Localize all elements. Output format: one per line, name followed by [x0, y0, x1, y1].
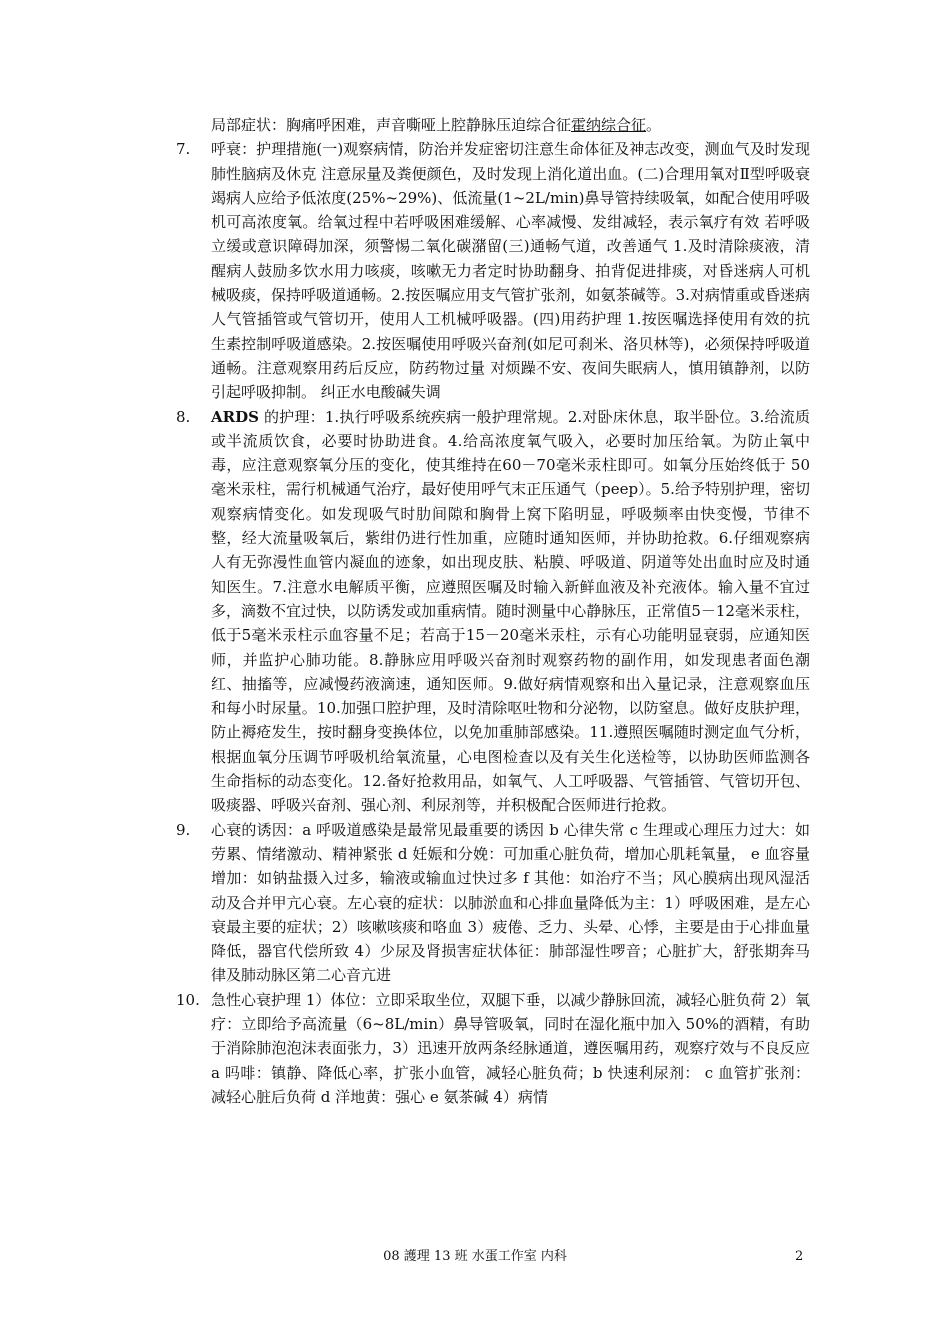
item-number: 7. — [176, 140, 191, 159]
list-item-7 — [176, 137, 810, 404]
list-item-9 — [176, 818, 810, 988]
item-lead-term: ARDS — [211, 407, 259, 426]
continued-paragraph — [176, 113, 810, 137]
item-text — [211, 405, 810, 818]
list-item-8 — [176, 405, 810, 818]
footer-text: 08 護理 13 班 水蛋工作室 内科 — [383, 1249, 567, 1264]
document-body — [176, 113, 810, 1109]
item-number: 10. — [176, 990, 200, 1009]
item-text: 急性心衰护理 1）体位：立即采取坐位，双腿下垂，以减少静脉回流，减轻心脏负荷 2）氧疗：立即给予高流量（6~8L/min）鼻导管吸氧，同时在湿化瓶中加入 50%的酒精，有助于消除肺泡泡沫表面张力，3）迅速开放两条经脉通道，遵医嘱用药，观察疗效与不良反应 a 吗啡：镇静、降低心率，扩张小血管，减轻心脏负荷；b 快速利尿剂： c 血管扩张剂：减轻心脏后负荷 d 洋地黄：强心 e 氨茶碱 4）病情 — [211, 990, 810, 1106]
paragraph-text: 局部症状：胸痛呼困难，声音嘶哑上腔静脉压迫综合征 — [211, 116, 572, 134]
item-number: 9. — [176, 820, 191, 839]
item-text: 呼衰：护理措施(一)观察病情，防治并发症密切注意生命体征及神志改变，测血气及时发现肺性脑病及休克 注意尿量及粪便颜色，及时发现上消化道出血。(二)合理用氧对Ⅱ型呼吸衰竭病人应给予低浓度(25%~29%)、低流量(1~2L/min)鼻导管持续吸氧，如配合使用呼吸机可高浓度氧。给氧过程中若呼吸困难缓解、心率减慢、发绀减轻，表示氧疗有效 若呼吸立缓或意识障碍加深，须警惕二氧化碳潴留(三)通畅气道，改善通气 1.及时清除痰液，清醒病人鼓励多饮水用力咳痰，咳嗽无力者定时协助翻身、拍背促进排痰，对昏迷病人可机械吸痰，保持呼吸道通畅。2.按医嘱应用支气管扩张剂，如氨茶碱等。3.对病情重或昏迷病人气管插管或气管切开，使用人工机械呼吸器。(四)用药护理 1.按医嘱选择使用有效的抗生素控制呼吸道感染。2.按医嘱使用呼吸兴奋剂(如尼可刹米、洛贝林等)，必须保持呼吸道通畅。注意观察用药后反应，防药物过量 对烦躁不安、夜间失眠病人，慎用镇静剂，以防引起呼吸抑制。 纠正水电酸碱失调 — [211, 140, 810, 402]
item-body: 的护理：1.执行呼吸系统疾病一般护理常规。2.对卧床休息，取半卧位。3.给流质或半流质饮食，必要时协助进食。4.给高浓度氧气吸入，必要时加压给氧。为防止氧中毒，应注意观察氧分压的变化，使其维持在60－70毫米汞柱即可。如氧分压始终低于 50 毫米汞柱，需行机械通气治疗，最好使用呼气末正压通气（peep）。5.给予特别护理，密切观察病情变化。如发现吸气时肋间隙和胸骨上窝下陷明显，呼吸频率由快变慢，节律不整，经大流量吸氧后，紫绀仍进行性加重，应随时通知医师，并协助抢救。6.仔细观察病人有无弥漫性血管内凝血的迹象，如出现皮肤、粘膜、呼吸道、阴道等处出血时应及时通知医生。7.注意水电解质平衡，应遵照医嘱及时输入新鲜血液及补充液体。输入量不宜过多，滴数不宜过快，以防诱发或加重病情。随时测量中心静脉压，正常值5－12毫米汞柱，低于5毫米汞柱示血容量不足；若高于15－20毫米汞柱，示有心功能明显衰弱，应通知医师，并监护心肺功能。8.静脉应用呼吸兴奋剂时观察药物的副作用，如发现患者面色潮红、抽搐等，应减慢药液滴速，通知医师。9.做好病情观察和出入量记录，注意观察血压和每小时尿量。10.加强口腔护理，及时清除呕吐物和分泌物，以防窒息。做好皮肤护理，防止褥疮发生，按时翻身变换体位，以免加重肺部感染。11.遵照医嘱随时测定血气分析，根据血氧分压调节呼吸机给氧流量，心电图检查以及有关生化送检等，以协助医师监测各生命指标的动态变化。12.备好抢救用品，如氧气、人工呼吸器、气管插管、气管切开包、吸痰器、呼吸兴奋剂、强心剂、利尿剂等，并积极配合医师进行抢救。 — [211, 407, 810, 815]
list-item-10 — [176, 988, 810, 1109]
paragraph-trail: 。 — [646, 116, 662, 134]
item-number: 8. — [176, 407, 191, 426]
hyperlink-horner-syndrome[interactable]: 霍纳综合征 — [571, 116, 647, 134]
page-number: 2 — [795, 1249, 804, 1264]
item-text: 心衰的诱因：a 呼吸道感染是最常见最重要的诱因 b 心律失常 c 生理或心理压力过大：如劳累、情绪激动、精神紧张 d 妊娠和分娩：可加重心脏负荷，增加心肌耗氧量， e 血容量增加：如钠盐摄入过多，输液或输血过快过多 f 其他：如治疗不当；风心膜病出现风湿活动及合并甲亢心衰。左心衰的症状：以肺淤血和心排血量降低为主：1）呼吸困难，是左心衰最主要的症状；2）咳嗽咳痰和咯血 3）疲倦、乏力、头晕、心悸，主要是由于心排血量降低，器官代偿所致 4）少尿及肾损害症状体征：肺部湿性啰音；心脏扩大，舒张期奔马律及肺动脉区第二心音亢进 — [211, 820, 810, 985]
